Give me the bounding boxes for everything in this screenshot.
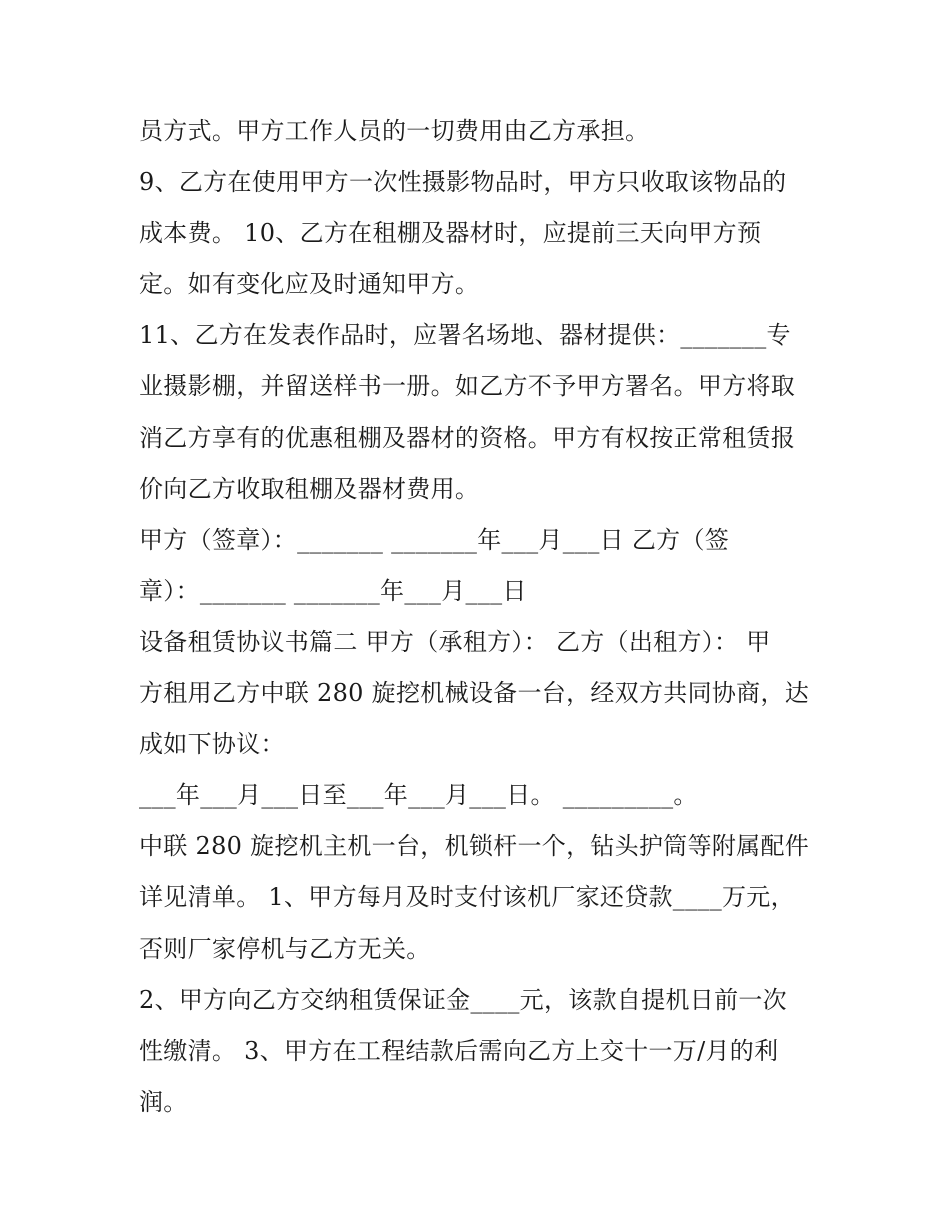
text-line: 11、乙方在发表作品时，应署名场地、器材提供：_______专 xyxy=(139,321,791,350)
text-line: 成本费。 10、乙方在租棚及器材时，应提前三天向甲方预 xyxy=(139,219,762,248)
text-line: 甲方（签章）：_______ _______年___月___日 乙方（签 xyxy=(139,525,730,554)
text-line: 定。如有变化应及时通知甲方。 xyxy=(139,270,480,299)
text-line: 9、乙方在使用甲方一次性摄影物品时，甲方只收取该物品的 xyxy=(139,168,787,197)
document-body xyxy=(139,106,829,1128)
text-line: 设备租赁协议书篇二 甲方（承租方）： 乙方（出租方）： 甲 xyxy=(139,627,771,656)
text-line: 价向乙方收取租棚及器材费用。 xyxy=(139,474,480,503)
text-line: 中联 280 旋挖机主机一台，机锁杆一个，钻头护筒等附属配件 xyxy=(139,832,810,861)
text-line: 员方式。甲方工作人员的一切费用由乙方承担。 xyxy=(139,117,650,145)
text-line: 方租用乙方中联 280 旋挖机械设备一台，经双方共同协商，达 xyxy=(139,679,810,708)
text-line: 业摄影棚，并留送样书一册。如乙方不予甲方署名。甲方将取 xyxy=(139,372,796,401)
text-line: ___年___月___日至___年___月___日。 _________。 xyxy=(139,781,698,810)
text-line: 详见清单。 1、甲方每月及时支付该机厂家还贷款____万元， xyxy=(139,883,795,912)
text-line: 否则厂家停机与乙方无关。 xyxy=(139,934,431,963)
text-line: 2、甲方向乙方交纳租赁保证金____元，该款自提机日前一次 xyxy=(139,985,787,1014)
text-line: 成如下协议： xyxy=(139,730,285,759)
text-line: 消乙方享有的优惠租棚及器材的资格。甲方有权按正常租赁报 xyxy=(139,423,796,452)
text-line: 性缴清。 3、甲方在工程结款后需向乙方上交十一万/月的利 xyxy=(139,1036,779,1065)
text-line: 章）：_______ _______年___月___日 xyxy=(139,576,527,605)
text-line: 润。 xyxy=(139,1087,188,1116)
